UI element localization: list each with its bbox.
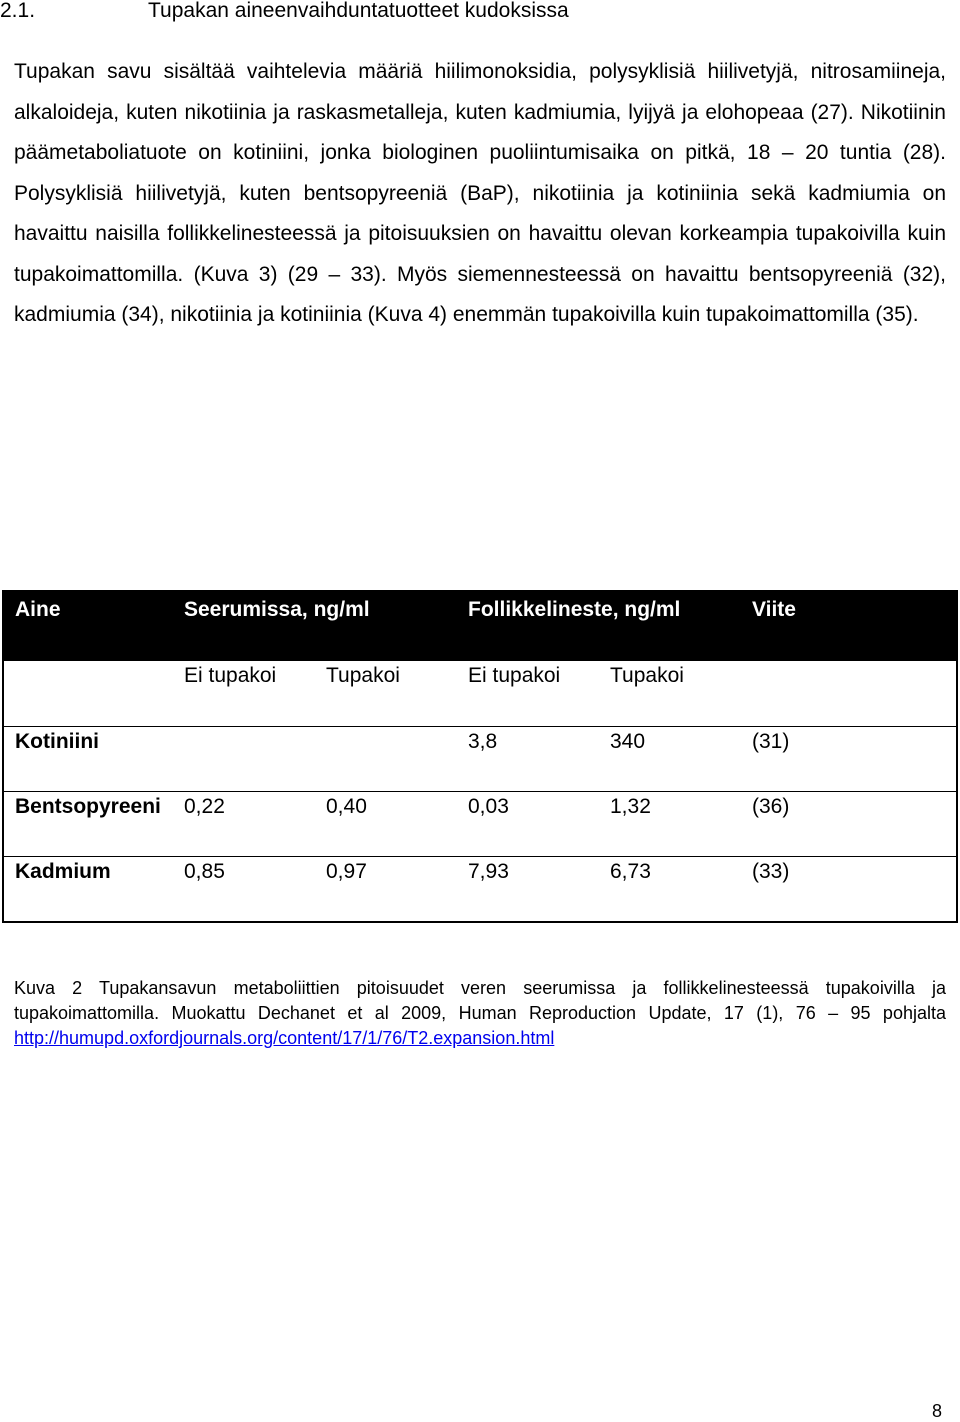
row-follicular-smoker: 340 (599, 726, 741, 791)
table-row (3, 726, 957, 791)
subheader-follicular-smoker: Tupakoi (599, 661, 741, 726)
section-title: Tupakan aineenvaihduntatuotteet kudoksissa (148, 0, 569, 22)
row-follicular-smoker: 1,32 (599, 791, 741, 856)
row-follicular-nonsmoker: 0,03 (457, 791, 599, 856)
header-follicular: Follikkelineste, ng/ml (457, 591, 741, 661)
row-serum-nonsmoker: 0,22 (173, 791, 315, 856)
row-reference: (31) (741, 726, 957, 791)
table-row (3, 791, 957, 856)
row-substance: Kadmium (15, 859, 111, 883)
section-heading (0, 0, 569, 24)
row-serum-nonsmoker (173, 726, 315, 791)
body-paragraph-container (14, 52, 946, 336)
table-subheader-row (3, 661, 957, 726)
caption-link[interactable]: http://humupd.oxfordjournals.org/content/17/1/76/T2.expansion.html (14, 1028, 555, 1048)
figure-caption (14, 976, 946, 1051)
row-serum-smoker: 0,97 (326, 859, 367, 883)
row-follicular-smoker: 6,73 (610, 859, 651, 883)
metabolite-table (2, 590, 958, 923)
header-reference: Viite (741, 591, 957, 661)
row-follicular-nonsmoker: 3,8 (457, 726, 599, 791)
subheader-serum-nonsmoker: Ei tupakoi (173, 661, 315, 726)
body-paragraph: Tupakan savu sisältää vaihtelevia määriä hiilimonoksidia, polysyklisiä hiilivetyjä, nitrosamiineja, alkaloideja, kuten nikotiinia ja raskasmetalleja, kuten kadmiumia, lyijyä ja elohopeaa (27). Nikotiinin päämetaboliatuote on kotiniini, jonka biologinen puoliintumisaika on pitkä, 18 – 20 tuntia (28). Polysyklisiä hiilivetyjä, kuten bentsopyreeniä (BaP), nikotiinia ja kotiniinia sekä kadmiumia on havaittu naisilla follikkelinesteessä ja pitoisuuksien on havaittu olevan korkeampia tupakoivilla kuin tupakoimattomilla. (Kuva 3) (29 – 33). Myös siemennesteessä on havaittu bentsopyreeniä (32), kadmiumia (34), nikotiinia ja kotiniinia (Kuva 4) enemmän tupakoivilla kuin tupakoimattomilla (35). (14, 60, 946, 326)
subheader-empty (3, 661, 173, 726)
row-reference: (33) (752, 859, 790, 883)
row-substance: Kotiniini (3, 726, 173, 791)
subheader-serum-smoker: Tupakoi (315, 661, 457, 726)
row-substance: Bentsopyreeni (3, 791, 173, 856)
page-number: 8 (932, 1401, 943, 1421)
row-serum-smoker: 0,40 (315, 791, 457, 856)
header-substance: Aine (3, 591, 173, 661)
header-serum: Seerumissa, ng/ml (173, 591, 457, 661)
row-serum-smoker (315, 726, 457, 791)
row-reference: (36) (741, 791, 957, 856)
table-row (3, 856, 957, 922)
table-header-row (3, 591, 957, 661)
subheader-follicular-nonsmoker: Ei tupakoi (457, 661, 599, 726)
subheader-reference-empty (741, 661, 957, 726)
row-serum-nonsmoker: 0,85 (184, 859, 225, 883)
caption-text: Kuva 2 Tupakansavun metaboliittien pitoisuudet veren seerumissa ja follikkelinesteessä tupakoivilla ja tupakoimattomilla. Muokattu Dechanet et al 2009, Human Reproduction Update, 17 (1), 76 – 95 pohjalta (14, 978, 946, 1023)
section-number: 2.1. (0, 0, 36, 22)
row-follicular-nonsmoker: 7,93 (468, 859, 509, 883)
